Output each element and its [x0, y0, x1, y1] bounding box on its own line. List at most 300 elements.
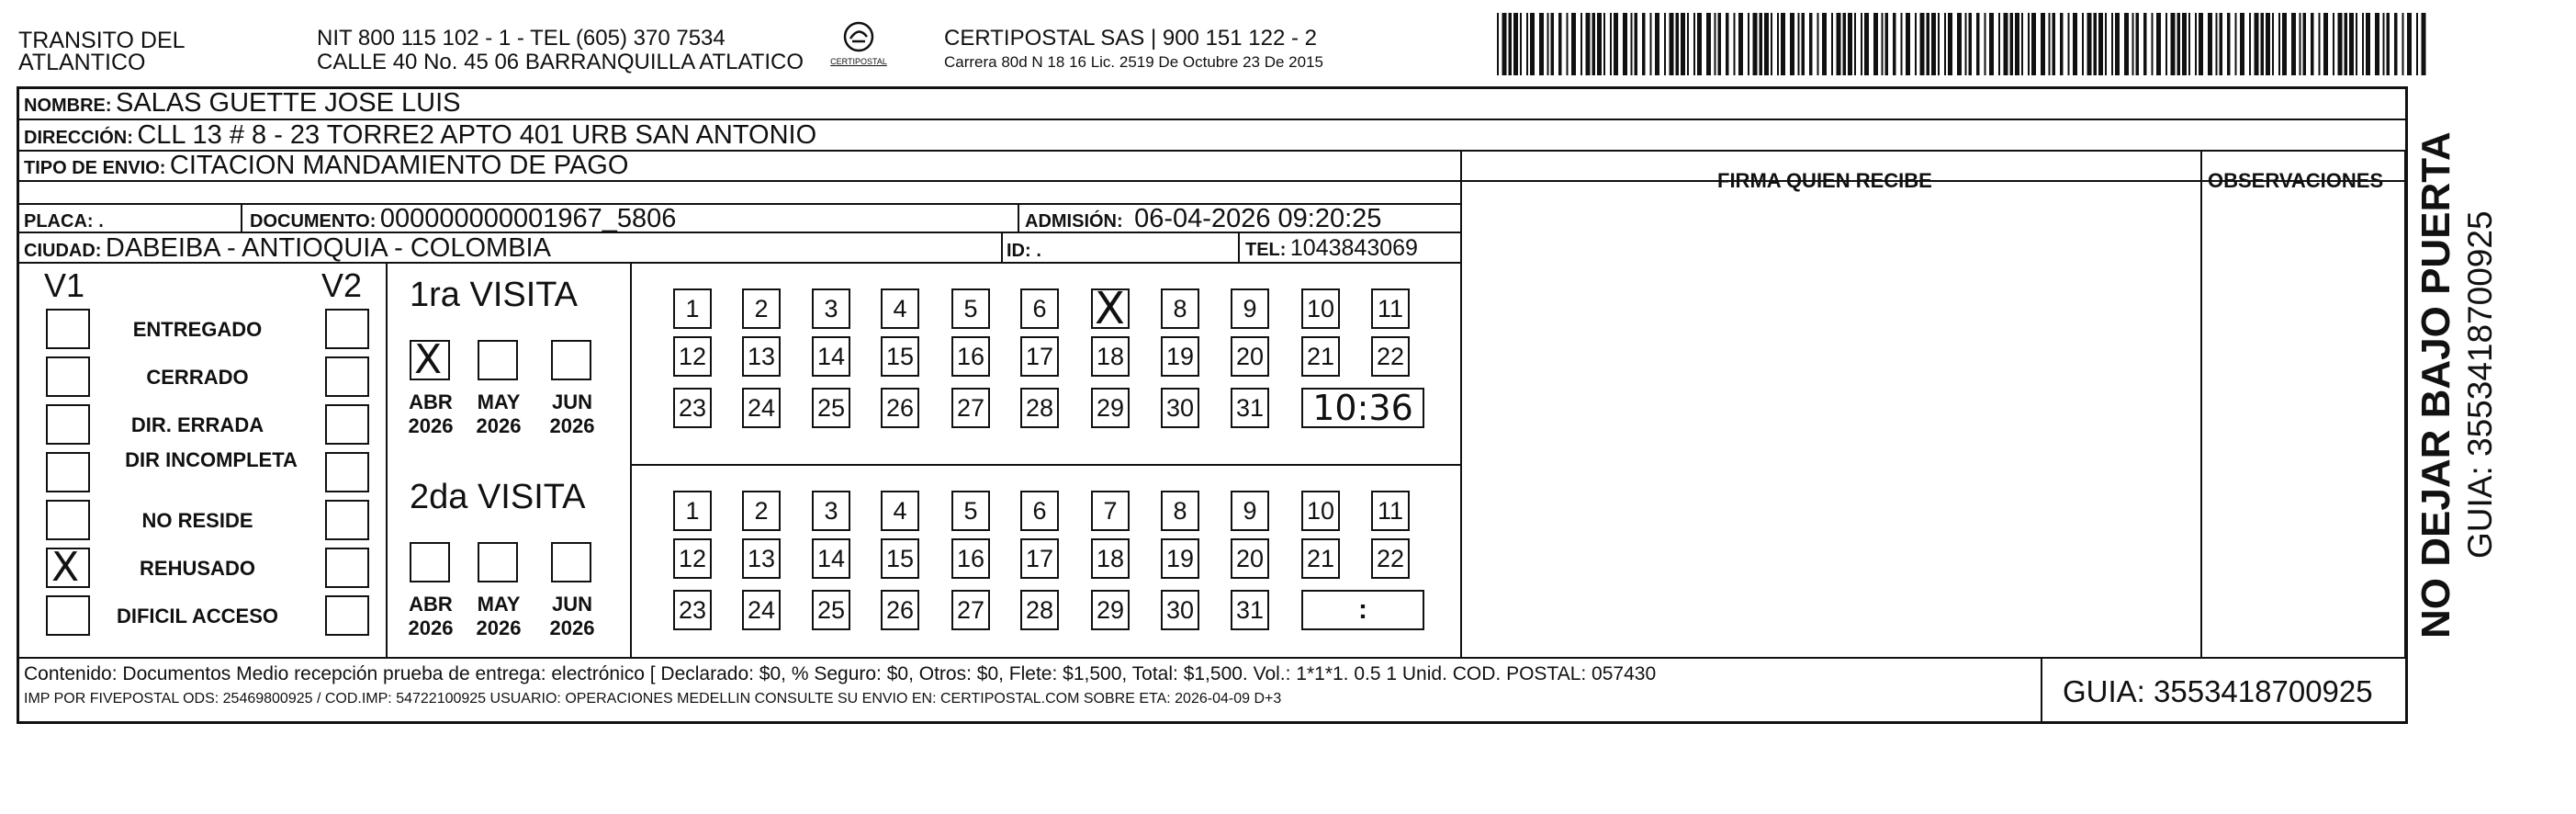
- v2-checkbox[interactable]: [325, 452, 369, 492]
- day-number: 27: [956, 393, 985, 422]
- day-box[interactable]: [881, 288, 919, 329]
- status-label: DIFICIL ACCESO: [116, 605, 278, 627]
- barcode-bar: [2171, 13, 2176, 75]
- status-label: CERRADO: [146, 366, 249, 389]
- barcode-bar: [2156, 13, 2161, 75]
- barcode-bar: [1798, 13, 1800, 75]
- day-box[interactable]: [1020, 538, 1059, 579]
- barcode-bar: [2132, 13, 2134, 75]
- day-box[interactable]: [1020, 590, 1059, 630]
- month-check-mark: X: [414, 336, 443, 383]
- day-box[interactable]: [673, 336, 712, 377]
- barcode-bar: [1513, 13, 1518, 75]
- barcode-bar: [1586, 13, 1591, 75]
- barcode-bar: [1843, 13, 1847, 75]
- nombre-value: SALAS GUETTE JOSE LUIS: [116, 88, 461, 118]
- month-checkbox[interactable]: [410, 336, 450, 383]
- barcode-bar: [2068, 13, 2070, 75]
- month-label: JUN: [551, 390, 592, 413]
- day-number: 11: [1377, 496, 1404, 525]
- day-number: 19: [1165, 544, 1195, 572]
- day-number: 9: [1243, 496, 1257, 525]
- barcode-bar: [2303, 13, 2307, 75]
- barcode-bar: [2105, 13, 2107, 75]
- documento-label: DOCUMENTO:: [250, 211, 377, 232]
- day-number: 16: [956, 342, 985, 370]
- barcode-bar: [1906, 13, 1910, 75]
- barcode-bar: [2136, 13, 2140, 75]
- barcode-bar: [2094, 13, 2098, 75]
- status-label: DIR. ERRADA: [130, 413, 264, 436]
- year-label: 2026: [408, 414, 454, 437]
- barcode-bar: [1597, 13, 1602, 75]
- placa-value: .: [97, 204, 106, 233]
- day-box[interactable]: [1091, 538, 1130, 579]
- direccion-label: DIRECCIÓN:: [24, 128, 133, 148]
- month-checkbox[interactable]: [410, 542, 450, 582]
- barcode-bar: [1650, 13, 1652, 75]
- barcode-bar: [1681, 13, 1685, 75]
- day-box[interactable]: [1091, 283, 1130, 334]
- barcode-bar: [1882, 13, 1884, 75]
- sender-name-line2: ATLANTICO: [18, 50, 146, 75]
- month-checkbox[interactable]: [551, 340, 591, 380]
- barcode-bar: [1989, 13, 1994, 75]
- barcode-bar: [2227, 13, 2231, 75]
- day-box[interactable]: [1301, 538, 1340, 579]
- day-number: 22: [1376, 342, 1405, 370]
- barcode-image: [1497, 13, 2434, 75]
- day-box[interactable]: [881, 336, 919, 377]
- license-line: Carrera 80d N 18 16 Lic. 2519 De Octubre 23 De 2015: [944, 53, 1323, 71]
- status-label: ENTREGADO: [132, 318, 263, 341]
- day-box[interactable]: [1020, 388, 1059, 428]
- day-box[interactable]: [1371, 336, 1410, 377]
- barcode-bar: [1831, 13, 1833, 75]
- day-number: 28: [1025, 595, 1054, 624]
- day-number: 31: [1235, 393, 1265, 422]
- day-box[interactable]: [881, 538, 919, 579]
- day-box[interactable]: [742, 538, 781, 579]
- footer-guia: GUIA: 3553418700925: [2063, 674, 2373, 708]
- day-number: 9: [1243, 294, 1257, 322]
- barcode-bar: [1938, 13, 1940, 75]
- day-number: 25: [816, 595, 846, 624]
- day-box[interactable]: [673, 491, 712, 531]
- day-box[interactable]: [742, 388, 781, 428]
- certipostal-logo-text: CERTIPOSTAL: [830, 57, 887, 66]
- barcode-bar: [2124, 13, 2129, 75]
- barcode-bar: [2422, 13, 2426, 75]
- nombre-row: [24, 88, 461, 119]
- day-check-mark: X: [1095, 283, 1125, 334]
- day-number: 15: [885, 544, 915, 572]
- v1-check-mark: X: [51, 544, 80, 591]
- barcode-bar: [2402, 13, 2404, 75]
- barcode-bar: [1631, 13, 1633, 75]
- day-box[interactable]: [742, 336, 781, 377]
- time-value: 10:36: [1312, 388, 1413, 428]
- day-number: 16: [956, 544, 985, 572]
- month-checkbox[interactable]: [478, 340, 518, 380]
- day-box[interactable]: [1161, 336, 1199, 377]
- month-checkbox[interactable]: [478, 542, 518, 582]
- day-box[interactable]: [1020, 491, 1059, 531]
- tel-label: TEL:: [1245, 240, 1287, 260]
- barcode-bar: [1920, 13, 1925, 75]
- barcode-bar: [2240, 13, 2244, 75]
- day-box[interactable]: [1301, 288, 1340, 329]
- v1-label: V1: [44, 266, 85, 304]
- day-number: 24: [747, 393, 776, 422]
- barcode-bar: [2311, 13, 2314, 75]
- day-number: 6: [1032, 294, 1047, 322]
- barcode-bar: [1635, 13, 1638, 75]
- day-box[interactable]: [1231, 590, 1269, 630]
- v2-checkbox[interactable]: [325, 356, 369, 397]
- day-box[interactable]: [742, 590, 781, 630]
- barcode-bar: [2249, 13, 2251, 75]
- year-label: 2026: [476, 414, 522, 437]
- barcode-bar: [2387, 13, 2390, 75]
- day-number: 23: [678, 393, 707, 422]
- barcode-bar: [1809, 13, 1813, 75]
- barcode-bar: [2216, 13, 2218, 75]
- company-line: CERTIPOSTAL SAS | 900 151 122 - 2: [944, 26, 1317, 51]
- barcode-bar: [2049, 13, 2051, 75]
- day-box[interactable]: [1231, 336, 1269, 377]
- day-box[interactable]: [951, 388, 990, 428]
- visit-title: 1ra VISITA: [410, 276, 579, 314]
- barcode-bar: [1664, 13, 1666, 75]
- barcode-bar: [1539, 13, 1544, 75]
- v2-checkbox[interactable]: [325, 309, 369, 349]
- barcode-bar: [1509, 13, 1513, 75]
- day-number: 26: [885, 393, 915, 422]
- barcode-bar: [2272, 13, 2274, 75]
- day-number: 4: [893, 294, 907, 322]
- barcode-bar: [2188, 13, 2190, 75]
- barcode-bar: [2345, 13, 2348, 75]
- barcode-bar: [1976, 13, 1980, 75]
- barcode-bar: [1753, 13, 1758, 75]
- barcode-bar: [1802, 13, 1805, 75]
- day-number: 2: [754, 496, 769, 525]
- day-box[interactable]: [1161, 288, 1199, 329]
- observaciones-label: OBSERVACIONES: [2208, 169, 2384, 192]
- day-box[interactable]: [1371, 538, 1410, 579]
- day-box[interactable]: [951, 538, 990, 579]
- barcode-bar: [2407, 13, 2412, 75]
- day-box[interactable]: [1091, 336, 1130, 377]
- barcode-bar: [2291, 13, 2296, 75]
- v1-checkbox[interactable]: [46, 309, 90, 349]
- barcode-bar: [2010, 13, 2014, 75]
- day-box[interactable]: [812, 388, 850, 428]
- day-number: 11: [1377, 294, 1404, 322]
- day-box[interactable]: [742, 491, 781, 531]
- barcode-bar: [1764, 13, 1769, 75]
- v1-checkbox[interactable]: [46, 356, 90, 397]
- barcode-bar: [2098, 13, 2103, 75]
- barcode-bar: [2300, 13, 2301, 75]
- admision-label: ADMISIÓN:: [1025, 211, 1123, 232]
- day-number: 4: [893, 496, 907, 525]
- year-label: 2026: [549, 616, 595, 639]
- day-box[interactable]: [1231, 388, 1269, 428]
- day-box[interactable]: [812, 288, 850, 329]
- tipo-envio-label: TIPO DE ENVIO:: [24, 158, 166, 178]
- day-number: 8: [1173, 294, 1187, 322]
- day-box[interactable]: [673, 538, 712, 579]
- day-box[interactable]: [951, 336, 990, 377]
- day-box[interactable]: [1091, 590, 1130, 630]
- day-number: 10: [1306, 294, 1335, 322]
- day-box[interactable]: [1020, 288, 1059, 329]
- barcode-bar: [2015, 13, 2019, 75]
- v1-checkbox[interactable]: [46, 595, 90, 636]
- time-box[interactable]: [1301, 388, 1424, 428]
- year-label: 2026: [476, 616, 522, 639]
- barcode-bar: [2235, 13, 2237, 75]
- ciudad-field: [24, 233, 551, 264]
- day-box[interactable]: [1231, 288, 1269, 329]
- id-field: [1007, 233, 1042, 264]
- day-box[interactable]: [673, 388, 712, 428]
- day-box[interactable]: [1301, 491, 1340, 531]
- day-number: 29: [1096, 393, 1125, 422]
- barcode-bar: [1734, 13, 1736, 75]
- barcode-bar: [1530, 13, 1535, 75]
- barcode-bar: [1864, 13, 1869, 75]
- day-number: 21: [1306, 342, 1335, 370]
- barcode-bar: [1558, 13, 1562, 75]
- barcode-bar: [1817, 13, 1819, 75]
- v1-checkbox[interactable]: [46, 544, 90, 591]
- month-checkbox[interactable]: [551, 542, 591, 582]
- barcode-bar: [2053, 13, 2056, 75]
- month-label: MAY: [477, 390, 521, 413]
- barcode-bar: [2261, 13, 2265, 75]
- v2-checkbox[interactable]: [325, 548, 369, 588]
- barcode-bar: [1927, 13, 1930, 75]
- barcode-bar: [2082, 13, 2084, 75]
- barcode-bar: [1901, 13, 1903, 75]
- firma-quien-recibe-label: FIRMA QUIEN RECIBE: [1717, 169, 1932, 192]
- month-label: ABR: [409, 390, 453, 413]
- barcode-bar: [2375, 13, 2379, 75]
- barcode-bar: [2323, 13, 2328, 75]
- barcode-bar: [1854, 13, 1856, 75]
- day-number: 26: [885, 595, 915, 624]
- day-box[interactable]: [812, 336, 850, 377]
- day-box[interactable]: [812, 538, 850, 579]
- day-number: 25: [816, 393, 846, 422]
- ciudad-value: DABEIBA - ANTIOQUIA - COLOMBIA: [105, 233, 551, 263]
- day-box[interactable]: [812, 590, 850, 630]
- day-number: 1: [685, 294, 700, 322]
- barcode-bar: [2366, 13, 2370, 75]
- time-box[interactable]: [1301, 590, 1424, 630]
- day-box[interactable]: [881, 491, 919, 531]
- day-number: 7: [1103, 496, 1118, 525]
- v2-checkbox[interactable]: [325, 404, 369, 445]
- time-value: :: [1358, 594, 1367, 625]
- barcode-bar: [1567, 13, 1569, 75]
- barcode-bar: [2255, 13, 2259, 75]
- v1-checkbox[interactable]: [46, 452, 90, 492]
- barcode-bar: [2115, 13, 2120, 75]
- sender-name-line1: TRANSITO DEL: [18, 28, 186, 53]
- barcode-bar: [1642, 13, 1646, 75]
- day-box[interactable]: [1371, 491, 1410, 531]
- day-box[interactable]: [951, 288, 990, 329]
- barcode-bar: [1603, 13, 1605, 75]
- barcode-bar: [1551, 13, 1555, 75]
- day-number: 17: [1025, 544, 1054, 572]
- barcode-bar: [2004, 13, 2008, 75]
- barcode-bar: [1623, 13, 1627, 75]
- day-box[interactable]: [1231, 538, 1269, 579]
- day-number: 15: [885, 342, 915, 370]
- day-number: 1: [685, 496, 700, 525]
- month-label: JUN: [551, 593, 592, 616]
- barcode-bar: [1885, 13, 1889, 75]
- barcode-bar: [2362, 13, 2364, 75]
- barcode-bar: [1670, 13, 1674, 75]
- barcode-bar: [2208, 13, 2212, 75]
- day-number: 12: [678, 342, 707, 370]
- day-number: 27: [956, 595, 985, 624]
- day-number: 20: [1235, 342, 1265, 370]
- barcode-bar: [1715, 13, 1716, 75]
- barcode-bar: [1580, 13, 1582, 75]
- visit-title: 2da VISITA: [410, 478, 586, 516]
- direccion-row: [24, 120, 816, 151]
- placa-field: [24, 204, 105, 234]
- barcode-bar: [1777, 13, 1779, 75]
- barcode-bar: [1771, 13, 1772, 75]
- barcode-bar: [2087, 13, 2092, 75]
- day-number: 31: [1235, 595, 1265, 624]
- barcode-bar: [2416, 13, 2418, 75]
- month-label: ABR: [409, 593, 453, 616]
- day-number: 28: [1025, 393, 1054, 422]
- barcode-bar: [1948, 13, 1952, 75]
- v2-label: V2: [321, 266, 363, 304]
- day-box[interactable]: [1371, 288, 1410, 329]
- barcode-bar: [1893, 13, 1896, 75]
- day-number: 3: [824, 294, 838, 322]
- day-box[interactable]: [881, 590, 919, 630]
- barcode-bar: [2356, 13, 2357, 75]
- day-number: 18: [1096, 544, 1125, 572]
- barcode-bar: [1998, 13, 2000, 75]
- no-dejar-bajo-puerta: NO DEJAR BAJO PUERTA: [2413, 131, 2458, 639]
- barcode-bar: [1614, 13, 1618, 75]
- barcode-bar: [2152, 13, 2154, 75]
- barcode-bar: [2060, 13, 2064, 75]
- v2-checkbox[interactable]: [325, 500, 369, 540]
- barcode-bar: [1781, 13, 1785, 75]
- documento-value: 000000000001967_5806: [379, 204, 677, 233]
- day-box[interactable]: [1161, 491, 1199, 531]
- barcode-bar: [1706, 13, 1711, 75]
- barcode-bar: [1610, 13, 1612, 75]
- day-box[interactable]: [812, 491, 850, 531]
- day-box[interactable]: [951, 491, 990, 531]
- day-box[interactable]: [1020, 336, 1059, 377]
- v1-checkbox[interactable]: [46, 500, 90, 540]
- status-label: NO RESIDE: [141, 509, 253, 532]
- day-box[interactable]: [673, 590, 712, 630]
- barcode-bar: [2021, 13, 2023, 75]
- status-label: REHUSADO: [140, 557, 255, 580]
- day-box[interactable]: [1161, 538, 1199, 579]
- day-box[interactable]: [951, 590, 990, 630]
- day-number: 8: [1173, 496, 1187, 525]
- barcode-bar: [1848, 13, 1852, 75]
- barcode-bar: [1837, 13, 1841, 75]
- day-box[interactable]: [1091, 491, 1130, 531]
- day-box[interactable]: [1161, 388, 1199, 428]
- barcode-bar: [1822, 13, 1827, 75]
- barcode-bar: [1957, 13, 1962, 75]
- barcode-bar: [2383, 13, 2385, 75]
- barcode-bar: [2338, 13, 2343, 75]
- v2-checkbox[interactable]: [325, 595, 369, 636]
- barcode-bar: [1748, 13, 1749, 75]
- day-number: 21: [1306, 544, 1335, 572]
- day-box[interactable]: [673, 288, 712, 329]
- barcode-bar: [1655, 13, 1659, 75]
- v1-checkbox[interactable]: [46, 404, 90, 445]
- day-box[interactable]: [1161, 590, 1199, 630]
- day-box[interactable]: [742, 288, 781, 329]
- day-number: 14: [816, 544, 846, 572]
- sender-nit: NIT 800 115 102 - 1 - TEL (605) 370 7534: [317, 26, 726, 51]
- barcode-bar: [1697, 13, 1702, 75]
- day-box[interactable]: [1231, 491, 1269, 531]
- day-number: 5: [963, 294, 978, 322]
- barcode-bar: [2220, 13, 2223, 75]
- barcode-bar: [1931, 13, 1936, 75]
- day-number: 19: [1165, 342, 1195, 370]
- nombre-label: NOMBRE:: [24, 96, 112, 116]
- barcode-bar: [2073, 13, 2077, 75]
- day-box[interactable]: [1301, 336, 1340, 377]
- admision-value: 06-04-2026 09:20:25: [1134, 204, 1382, 233]
- day-number: 5: [963, 496, 978, 525]
- day-box[interactable]: [881, 388, 919, 428]
- barcode-bar: [2199, 13, 2203, 75]
- side-guia: GUIA: 3553418700925: [2461, 210, 2499, 559]
- barcode-bar: [2143, 13, 2147, 75]
- barcode-bar: [1760, 13, 1763, 75]
- barcode-bar: [2278, 13, 2280, 75]
- footer-imp: IMP POR FIVEPOSTAL ODS: 25469800925 / COD.IMP: 54722100925 USUARIO: OPERACIONES MEDELLIN CONSULTE SU ENVIO EN: CERTIPOSTAL.COM SOBRE ETA: 2026-04-09 D+3: [24, 691, 1282, 707]
- barcode-bar: [1726, 13, 1729, 75]
- barcode-bar: [1526, 13, 1528, 75]
- year-label: 2026: [549, 414, 595, 437]
- barcode: [1497, 13, 2434, 75]
- admision-field: [1025, 204, 1381, 234]
- footer-contenido: Contenido: Documentos Medio recepción prueba de entrega: electrónico [ Declarado: $0, % Seguro: $0, Otros: $0, Flete: $1,500, Total: $1,500. Vol.: 1*1*1. 0.5 1 Unid. COD. POSTAL: 057430: [24, 663, 1657, 684]
- barcode-bar: [1944, 13, 1946, 75]
- tel-value: 1043843069: [1289, 235, 1418, 261]
- barcode-bar: [1873, 13, 1878, 75]
- day-box[interactable]: [1091, 388, 1130, 428]
